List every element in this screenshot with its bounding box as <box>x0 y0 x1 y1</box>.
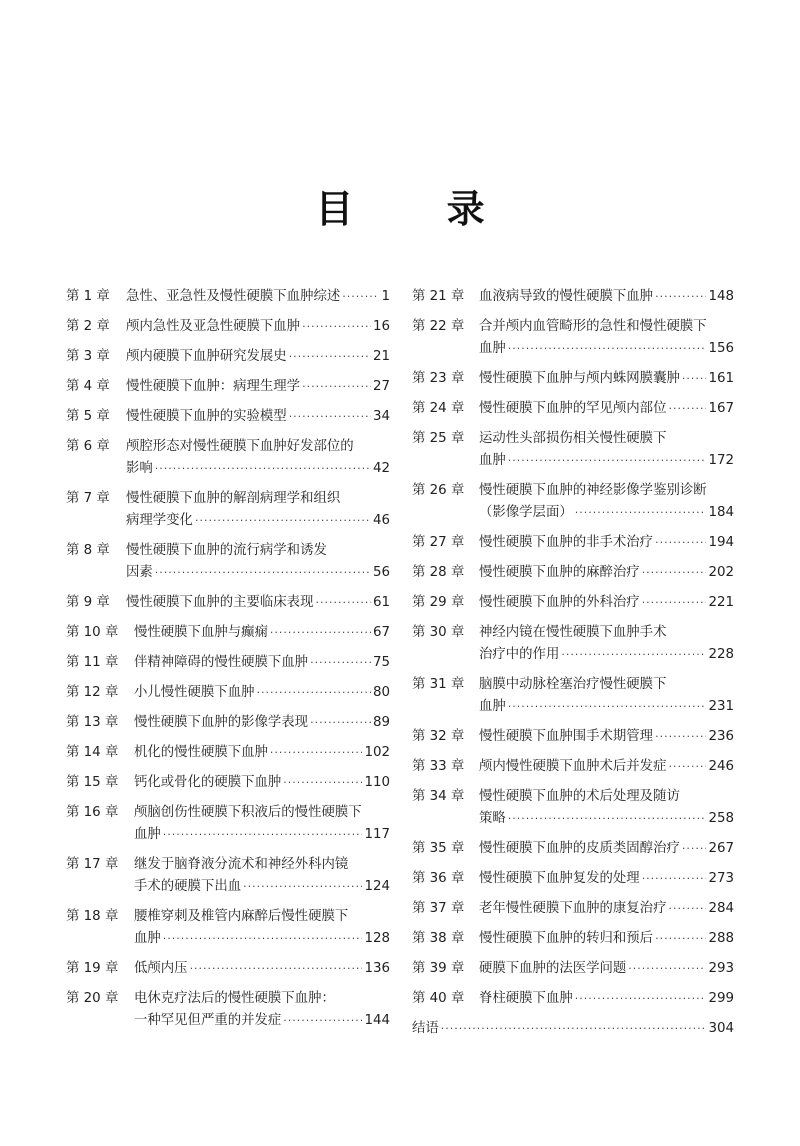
chapter-title-block <box>479 958 734 980</box>
chapter-number: 第 35 章 <box>412 841 465 856</box>
dot-leader <box>310 712 371 734</box>
chapter-title-block <box>479 674 734 718</box>
chapter-title-block <box>134 652 390 674</box>
chapter-title-block <box>126 346 390 368</box>
chapter-title-block <box>134 988 390 1032</box>
dot-leader <box>190 958 363 980</box>
chapter-title-line: 策略 <box>479 811 506 826</box>
chapter-title-block <box>479 316 734 360</box>
dot-leader <box>668 898 706 920</box>
page-number: 258 <box>708 811 734 826</box>
chapter-number: 第 33 章 <box>412 759 465 774</box>
chapter-number: 第 38 章 <box>412 931 465 946</box>
page-number: 67 <box>372 625 390 640</box>
chapter-number: 第 29 章 <box>412 595 465 610</box>
dot-leader <box>302 316 371 338</box>
chapter-title-block <box>134 742 390 764</box>
chapter-title-block <box>134 712 390 734</box>
chapter-title-block <box>479 592 734 614</box>
chapter-title-line: 慢性硬膜下血肿的实验模型 <box>126 409 287 424</box>
chapter-title-block <box>134 958 390 980</box>
chapter-title-block <box>479 988 734 1010</box>
toc-entry[interactable] <box>66 958 390 980</box>
chapter-title-line: （影像学层面） <box>479 505 573 520</box>
chapter-title-line: 脑膜中动脉栓塞治疗慢性硬膜下 <box>479 677 667 692</box>
page-number: 1 <box>381 289 390 304</box>
chapter-title-line: 慢性硬膜下血肿：病理生理学 <box>126 379 301 394</box>
toc-entry[interactable] <box>412 928 734 950</box>
dot-leader <box>302 376 371 398</box>
chapter-title-line: 伴精神障碍的慢性硬膜下血肿 <box>134 655 309 670</box>
page-number: 46 <box>372 513 390 528</box>
chapter-title-line: 慢性硬膜下血肿的外科治疗 <box>479 595 640 610</box>
chapter-title-block <box>126 540 390 584</box>
chapter-number: 第 13 章 <box>66 715 119 730</box>
chapter-title-line: 慢性硬膜下血肿的转归和预后 <box>479 931 654 946</box>
chapter-title-block <box>412 1018 734 1040</box>
chapter-title-block <box>126 488 390 532</box>
dot-leader <box>508 808 707 830</box>
toc-entry[interactable] <box>66 712 390 734</box>
page-number: 42 <box>372 461 390 476</box>
chapter-title-block <box>479 756 734 778</box>
chapter-title-line: 血液病导致的慢性硬膜下血肿 <box>479 289 654 304</box>
dot-leader <box>289 346 371 368</box>
page-number: 246 <box>708 759 734 774</box>
dot-leader <box>195 510 371 532</box>
page-number: 273 <box>708 871 734 886</box>
page-number: 288 <box>708 931 734 946</box>
chapter-title-block <box>134 682 390 704</box>
chapter-title-line: 影响 <box>126 461 153 476</box>
toc-entry[interactable] <box>66 540 390 584</box>
dot-leader <box>163 824 363 846</box>
chapter-title-line: 结语 <box>412 1021 439 1036</box>
page-number: 56 <box>372 565 390 580</box>
chapter-title-line: 小儿慢性硬膜下血肿 <box>134 685 255 700</box>
chapter-title-line: 慢性硬膜下血肿围手术期管理 <box>479 729 654 744</box>
dot-leader <box>283 772 362 794</box>
dot-leader <box>682 368 707 390</box>
page-number: 21 <box>372 349 390 364</box>
dot-leader <box>342 286 379 308</box>
page-number: 167 <box>708 401 734 416</box>
chapter-title-line: 慢性硬膜下血肿的主要临床表现 <box>126 595 314 610</box>
chapter-title-line: 电休克疗法后的慢性硬膜下血肿： <box>134 991 335 1006</box>
chapter-title-line: 因素 <box>126 565 153 580</box>
chapter-title-line: 慢性硬膜下血肿的术后处理及随访 <box>479 789 680 804</box>
page-number: 231 <box>708 699 734 714</box>
chapter-title-block <box>479 786 734 830</box>
chapter-number: 第 10 章 <box>66 625 119 640</box>
toc-entry[interactable] <box>412 786 734 830</box>
chapter-number: 第 8 章 <box>66 543 110 558</box>
chapter-number: 第 15 章 <box>66 775 119 790</box>
chapter-title-block <box>479 562 734 584</box>
chapter-title-line: 慢性硬膜下血肿的神经影像学鉴别诊断 <box>479 483 707 498</box>
toc-entry[interactable] <box>66 488 390 532</box>
dot-leader <box>508 696 707 718</box>
page-number: 202 <box>708 565 734 580</box>
toc-left-column <box>66 286 390 1040</box>
chapter-title-line: 颅内慢性硬膜下血肿术后并发症 <box>479 759 667 774</box>
toc-entry[interactable] <box>412 868 734 890</box>
chapter-number: 第 39 章 <box>412 961 465 976</box>
toc-entry[interactable] <box>412 286 734 308</box>
page-number: 184 <box>708 505 734 520</box>
toc-entry[interactable] <box>66 346 390 368</box>
chapter-title-line: 病理学变化 <box>126 513 193 528</box>
toc-entry[interactable] <box>66 376 390 398</box>
page-number: 102 <box>364 745 390 760</box>
dot-leader <box>642 592 707 614</box>
page-number: 124 <box>364 879 390 894</box>
toc-entry[interactable] <box>66 906 390 950</box>
page-number: 117 <box>364 827 390 842</box>
chapter-title-block <box>134 802 390 846</box>
chapter-number: 第 40 章 <box>412 991 465 1006</box>
toc-entry[interactable] <box>412 398 734 420</box>
chapter-title-line: 急性、亚急性及慢性硬膜下血肿综述 <box>126 289 341 304</box>
page-number: 16 <box>372 319 390 334</box>
chapter-title-block <box>126 436 390 480</box>
chapter-title-line: 血肿 <box>479 341 506 356</box>
toc-entry[interactable] <box>412 368 734 390</box>
chapter-title-block <box>479 286 734 308</box>
chapter-number: 第 14 章 <box>66 745 119 760</box>
page-number: 221 <box>708 595 734 610</box>
toc-entry[interactable] <box>412 562 734 584</box>
chapter-number: 第 25 章 <box>412 431 465 446</box>
chapter-number: 第 30 章 <box>412 625 465 640</box>
chapter-title-line: 颅内硬膜下血肿研究发展史 <box>126 349 287 364</box>
dot-leader <box>668 756 706 778</box>
page-number: 148 <box>708 289 734 304</box>
toc-entry[interactable] <box>412 428 734 472</box>
chapter-number: 第 20 章 <box>66 991 119 1006</box>
chapter-number: 第 2 章 <box>66 319 110 334</box>
chapter-number: 第 18 章 <box>66 909 119 924</box>
chapter-number: 第 4 章 <box>66 379 110 394</box>
chapter-number: 第 17 章 <box>66 857 119 872</box>
dot-leader <box>508 450 707 472</box>
chapter-number: 第 11 章 <box>66 655 119 670</box>
page-number: 75 <box>372 655 390 670</box>
chapter-title-line: 慢性硬膜下血肿的麻醉治疗 <box>479 565 640 580</box>
dot-leader <box>655 286 706 308</box>
chapter-number: 第 31 章 <box>412 677 465 692</box>
chapter-number: 第 16 章 <box>66 805 119 820</box>
toc-entry[interactable] <box>412 674 734 718</box>
chapter-title-block <box>126 592 390 614</box>
dot-leader <box>655 726 706 748</box>
toc-entry[interactable] <box>66 622 390 644</box>
dot-leader <box>289 406 371 428</box>
toc-entry[interactable] <box>412 1018 734 1040</box>
chapter-title-line: 慢性硬膜下血肿与颅内蛛网膜囊肿 <box>479 371 680 386</box>
chapter-title-block <box>134 772 390 794</box>
toc-entry[interactable] <box>66 406 390 428</box>
dot-leader <box>655 532 706 554</box>
toc-entry[interactable] <box>66 742 390 764</box>
chapter-title-line: 慢性硬膜下血肿的皮质类固醇治疗 <box>479 841 680 856</box>
toc-entry[interactable] <box>412 898 734 920</box>
chapter-title-block <box>479 928 734 950</box>
chapter-title-line: 慢性硬膜下血肿的解剖病理学和组织 <box>126 491 341 506</box>
chapter-number: 第 32 章 <box>412 729 465 744</box>
dot-leader <box>257 682 371 704</box>
chapter-number: 第 37 章 <box>412 901 465 916</box>
chapter-number: 第 23 章 <box>412 371 465 386</box>
chapter-number: 第 26 章 <box>412 483 465 498</box>
page-number: 194 <box>708 535 734 550</box>
toc-entry[interactable] <box>66 988 390 1032</box>
chapter-number: 第 12 章 <box>66 685 119 700</box>
toc-entry[interactable] <box>66 854 390 898</box>
chapter-title-line: 慢性硬膜下血肿的影像学表现 <box>134 715 309 730</box>
chapter-number: 第 19 章 <box>66 961 119 976</box>
toc-entry[interactable] <box>66 436 390 480</box>
dot-leader <box>310 652 371 674</box>
chapter-title-line: 颅脑创伤性硬膜下积液后的慢性硬膜下 <box>134 805 362 820</box>
chapter-title-line: 慢性硬膜下血肿的非手术治疗 <box>479 535 654 550</box>
dot-leader <box>628 958 706 980</box>
chapter-title-line: 慢性硬膜下血肿的罕见颅内部位 <box>479 401 667 416</box>
chapter-title-block <box>479 838 734 860</box>
chapter-title-line: 血肿 <box>134 827 161 842</box>
chapter-title-line: 继发于脑脊液分流术和神经外科内镜 <box>134 857 349 872</box>
chapter-number: 第 34 章 <box>412 789 465 804</box>
chapter-title-line: 钙化或骨化的硬膜下血肿 <box>134 775 282 790</box>
chapter-title-line: 慢性硬膜下血肿复发的处理 <box>479 871 640 886</box>
toc-entry[interactable] <box>412 592 734 614</box>
dot-leader <box>668 398 706 420</box>
chapter-number: 第 24 章 <box>412 401 465 416</box>
dot-leader <box>441 1018 707 1040</box>
chapter-title-line: 颅腔形态对慢性硬膜下血肿好发部位的 <box>126 439 354 454</box>
toc-entry[interactable] <box>412 988 734 1010</box>
toc-entry[interactable] <box>412 532 734 554</box>
dot-leader <box>575 988 707 1010</box>
chapter-number: 第 22 章 <box>412 319 465 334</box>
chapter-number: 第 5 章 <box>66 409 110 424</box>
chapter-number: 第 9 章 <box>66 595 110 610</box>
dot-leader <box>270 622 371 644</box>
page-number: 61 <box>372 595 390 610</box>
chapter-title-block <box>126 316 390 338</box>
toc-entry[interactable] <box>412 756 734 778</box>
toc-entry[interactable] <box>412 958 734 980</box>
chapter-title-line: 硬膜下血肿的法医学问题 <box>479 961 627 976</box>
chapter-title-block <box>479 480 734 524</box>
chapter-title-block <box>134 622 390 644</box>
dot-leader <box>682 838 707 860</box>
toc-right-column <box>412 286 734 1048</box>
chapter-title-block <box>134 854 390 898</box>
chapter-title-line: 颅内急性及亚急性硬膜下血肿 <box>126 319 301 334</box>
dot-leader <box>270 742 363 764</box>
dot-leader <box>243 876 362 898</box>
page-number: 144 <box>364 1013 390 1028</box>
chapter-title-block <box>479 398 734 420</box>
chapter-title-block <box>479 532 734 554</box>
toc-entry[interactable] <box>412 480 734 524</box>
dot-leader <box>642 868 707 890</box>
toc-entry[interactable] <box>66 652 390 674</box>
chapter-number: 第 27 章 <box>412 535 465 550</box>
dot-leader <box>155 562 371 584</box>
page-number: 172 <box>708 453 734 468</box>
chapter-title-line: 血肿 <box>479 453 506 468</box>
toc-entry[interactable] <box>66 802 390 846</box>
chapter-title-line: 腰椎穿刺及椎管内麻醉后慢性硬膜下 <box>134 909 349 924</box>
chapter-title-line: 血肿 <box>134 931 161 946</box>
chapter-title-line: 机化的慢性硬膜下血肿 <box>134 745 268 760</box>
chapter-title-line: 手术的硬膜下出血 <box>134 879 242 894</box>
chapter-title-line: 血肿 <box>479 699 506 714</box>
chapter-title-line: 慢性硬膜下血肿的流行病学和诱发 <box>126 543 327 558</box>
chapter-title-line: 一种罕见但严重的并发症 <box>134 1013 282 1028</box>
dot-leader <box>642 562 707 584</box>
toc-entry[interactable] <box>66 316 390 338</box>
chapter-title-block <box>126 406 390 428</box>
chapter-title-line: 合并颅内血管畸形的急性和慢性硬膜下 <box>479 319 707 334</box>
chapter-title-block <box>479 622 734 666</box>
page-number: 228 <box>708 647 734 662</box>
dot-leader <box>655 928 706 950</box>
chapter-title-block <box>126 376 390 398</box>
chapter-number: 第 1 章 <box>66 289 110 304</box>
chapter-title-block <box>479 898 734 920</box>
dot-leader <box>163 928 363 950</box>
page-number: 161 <box>708 371 734 386</box>
chapter-number: 第 21 章 <box>412 289 465 304</box>
chapter-title-line: 老年慢性硬膜下血肿的康复治疗 <box>479 901 667 916</box>
dot-leader <box>315 592 370 614</box>
page-number: 299 <box>708 991 734 1006</box>
chapter-number: 第 7 章 <box>66 491 110 506</box>
page-number: 110 <box>364 775 390 790</box>
chapter-title-block <box>134 906 390 950</box>
chapter-title-line: 神经内镜在慢性硬膜下血肿手术 <box>479 625 667 640</box>
dot-leader <box>561 644 706 666</box>
page-number: 267 <box>708 841 734 856</box>
chapter-title-line: 运动性头部损伤相关慢性硬膜下 <box>479 431 667 446</box>
toc-entry[interactable] <box>412 726 734 748</box>
toc-entry[interactable] <box>66 592 390 614</box>
page-number: 156 <box>708 341 734 356</box>
chapter-number: 第 36 章 <box>412 871 465 886</box>
toc-entry[interactable] <box>66 682 390 704</box>
page-number: 293 <box>708 961 734 976</box>
dot-leader <box>283 1010 362 1032</box>
toc-entry[interactable] <box>412 838 734 860</box>
chapter-number: 第 6 章 <box>66 439 110 454</box>
dot-leader <box>155 458 371 480</box>
chapter-title-block <box>479 368 734 390</box>
chapter-title-line: 慢性硬膜下血肿与癫痫 <box>134 625 268 640</box>
chapter-number: 第 3 章 <box>66 349 110 364</box>
toc-entry[interactable] <box>412 316 734 360</box>
page-number: 89 <box>372 715 390 730</box>
chapter-title-block <box>126 286 390 308</box>
chapter-title-line: 低颅内压 <box>134 961 188 976</box>
dot-leader <box>575 502 707 524</box>
page-number: 304 <box>708 1021 734 1036</box>
page-title: 目 录 <box>315 186 525 231</box>
chapter-number: 第 28 章 <box>412 565 465 580</box>
toc-entry[interactable] <box>412 622 734 666</box>
page-number: 80 <box>372 685 390 700</box>
chapter-title-block <box>479 868 734 890</box>
page-number: 128 <box>364 931 390 946</box>
page-number: 27 <box>372 379 390 394</box>
toc-entry[interactable] <box>66 286 390 308</box>
page-number: 34 <box>372 409 390 424</box>
chapter-title-line: 脊柱硬膜下血肿 <box>479 991 573 1006</box>
page-number: 236 <box>708 729 734 744</box>
dot-leader <box>508 338 707 360</box>
chapter-title-block <box>479 428 734 472</box>
page-number: 284 <box>708 901 734 916</box>
chapter-title-block <box>479 726 734 748</box>
chapter-title-line: 治疗中的作用 <box>479 647 560 662</box>
page-number: 136 <box>364 961 390 976</box>
toc-entry[interactable] <box>66 772 390 794</box>
